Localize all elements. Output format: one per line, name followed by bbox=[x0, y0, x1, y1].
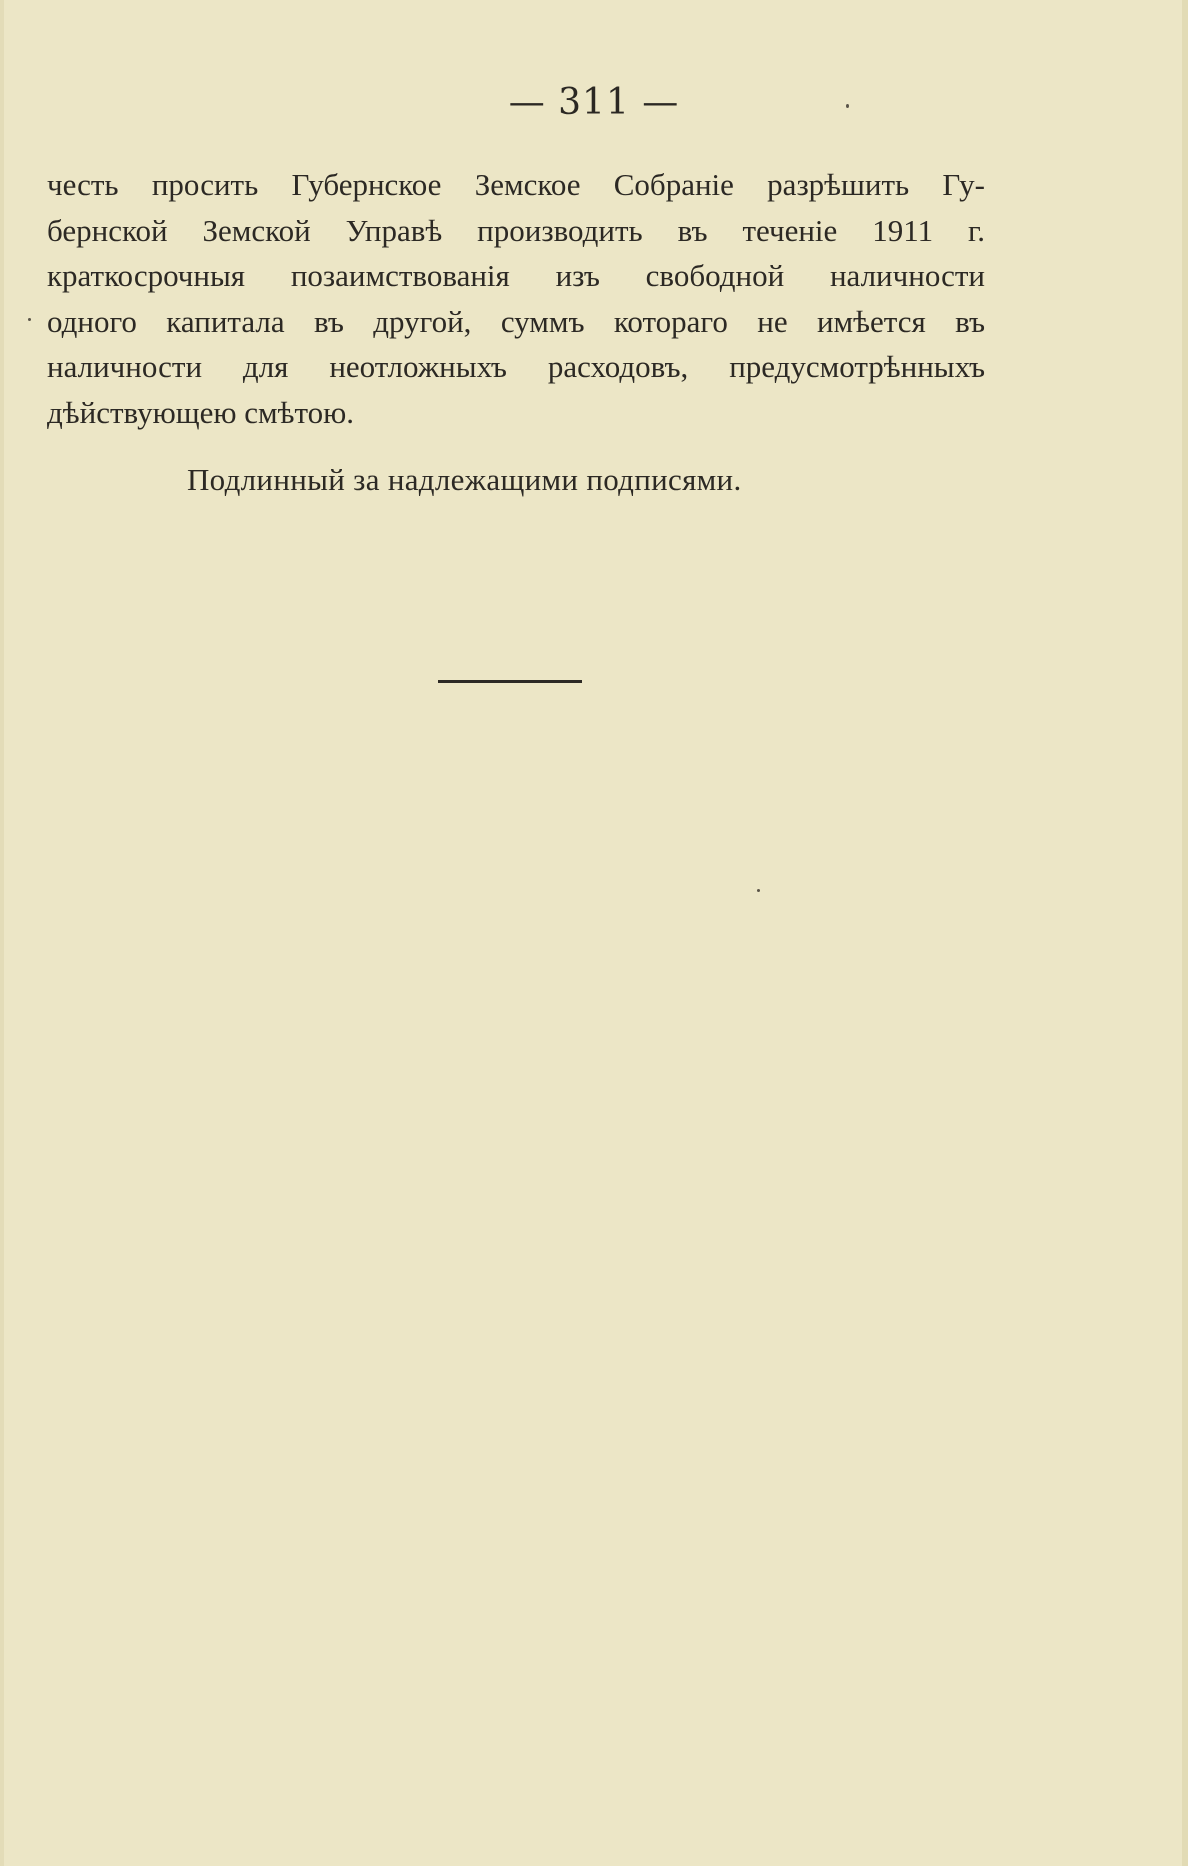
signature-note: Подлинный за надлежащими подписями. bbox=[187, 462, 742, 497]
body-paragraph bbox=[47, 162, 985, 435]
body-line: наличности для неотложныхъ расходовъ, предусмотрѣнныхъ bbox=[47, 349, 985, 384]
paper-speck bbox=[757, 889, 760, 892]
paper-speck bbox=[846, 104, 849, 108]
paper-speck bbox=[28, 318, 31, 321]
body-line: одного капитала въ другой, суммъ котораго не имѣется въ bbox=[47, 303, 985, 339]
separator-rule bbox=[438, 680, 582, 683]
page-number: — 311 — bbox=[508, 82, 680, 123]
body-line: краткосрочныя позаимствованія изъ свободной наличности bbox=[47, 258, 985, 293]
body-line: бернской Земской Управѣ производить въ теченіе 1911 г. bbox=[47, 212, 985, 248]
body-line: честь просить Губернское Земское Собраніе разрѣшить Гу- bbox=[47, 167, 985, 202]
body-line: дѣйствующею смѣтою. bbox=[47, 394, 355, 430]
